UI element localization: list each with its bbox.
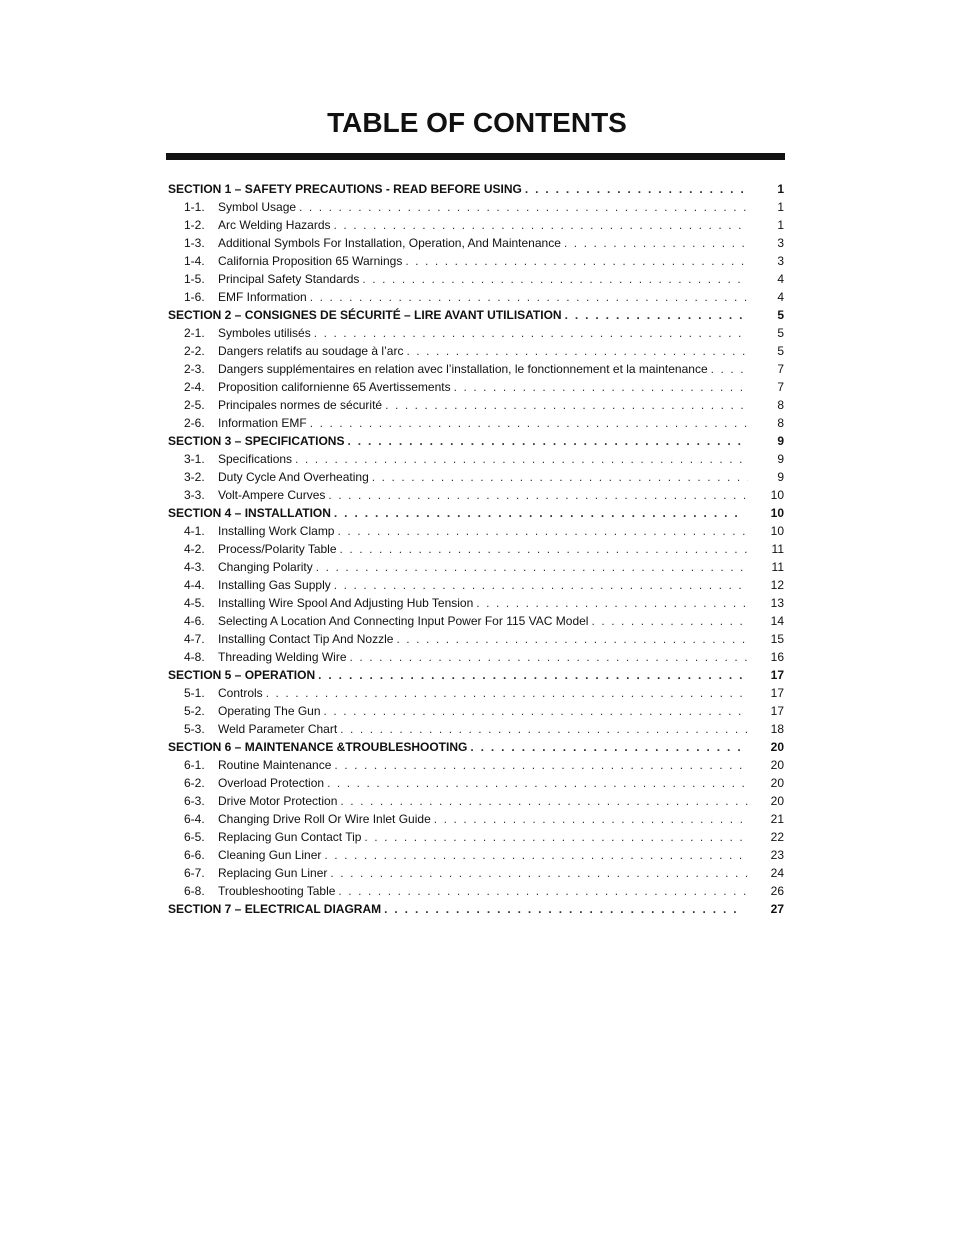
toc-page-number: 12 — [770, 578, 784, 592]
toc-page-number: 5 — [777, 344, 784, 358]
dot-leader — [470, 738, 744, 756]
toc-item-number: 2-2. — [184, 344, 205, 358]
dot-leader — [340, 792, 748, 810]
toc-item-number: 6-2. — [184, 776, 205, 790]
toc-item-title: Threading Welding Wire — [218, 650, 347, 664]
dot-leader — [711, 360, 748, 378]
toc-item-row[interactable] — [168, 576, 784, 594]
page-title: TABLE OF CONTENTS — [327, 107, 627, 138]
toc-section-title: SECTION 3 – SPECIFICATIONS — [168, 434, 345, 448]
toc-section-title: SECTION 6 – MAINTENANCE &TROUBLESHOOTING — [168, 740, 468, 754]
toc-item-title: Installing Wire Spool And Adjusting Hub Tension — [218, 596, 474, 610]
toc-item-number: 4-3. — [184, 560, 205, 574]
dot-leader — [334, 504, 744, 522]
toc-item-number: 1-1. — [184, 200, 205, 214]
toc-page-number: 7 — [777, 362, 784, 376]
dot-leader — [324, 846, 748, 864]
toc-section-row[interactable] — [168, 738, 784, 756]
toc-item-row[interactable] — [168, 270, 784, 288]
toc-item-row[interactable] — [168, 198, 784, 216]
toc-item-number: 4-7. — [184, 632, 205, 646]
dot-leader — [334, 756, 748, 774]
toc-item-number: 1-4. — [184, 254, 205, 268]
dot-leader — [347, 432, 744, 450]
dot-leader — [564, 234, 748, 252]
toc-item-title: Cleaning Gun Liner — [218, 848, 322, 862]
toc-item-row[interactable] — [168, 324, 784, 342]
toc-item-row[interactable] — [168, 288, 784, 306]
toc-item-number: 6-1. — [184, 758, 205, 772]
toc-page-number: 9 — [777, 434, 784, 448]
toc-item-number: 3-1. — [184, 452, 205, 466]
dot-leader — [334, 216, 749, 234]
dot-leader — [314, 324, 748, 342]
toc-item-number: 6-7. — [184, 866, 205, 880]
dot-leader — [364, 828, 748, 846]
toc-page-number: 9 — [777, 470, 784, 484]
toc-page-number: 3 — [777, 254, 784, 268]
toc-item-title: Volt-Ampere Curves — [218, 488, 326, 502]
table-of-contents — [168, 180, 784, 918]
toc-item-title: California Proposition 65 Warnings — [218, 254, 403, 268]
title-rule — [166, 153, 785, 160]
toc-item-title: Troubleshooting Table — [218, 884, 336, 898]
toc-page-number: 26 — [770, 884, 784, 898]
toc-page-number: 4 — [777, 290, 784, 304]
toc-page-number: 17 — [770, 668, 784, 682]
dot-leader — [316, 558, 748, 576]
toc-page-number: 15 — [770, 632, 784, 646]
toc-item-title: Proposition californienne 65 Avertissements — [218, 380, 451, 394]
toc-section-row[interactable] — [168, 504, 784, 522]
toc-page-number: 7 — [777, 380, 784, 394]
dot-leader — [405, 252, 748, 270]
dot-leader — [385, 396, 748, 414]
toc-item-title: Process/Polarity Table — [218, 542, 337, 556]
dot-leader — [318, 666, 744, 684]
toc-item-title: Replacing Gun Liner — [218, 866, 328, 880]
dot-leader — [476, 594, 748, 612]
toc-page-number: 10 — [770, 506, 784, 520]
toc-item-title: Duty Cycle And Overheating — [218, 470, 369, 484]
toc-item-title: Controls — [218, 686, 263, 700]
dot-leader — [324, 702, 748, 720]
dot-leader — [406, 342, 748, 360]
toc-item-number: 5-3. — [184, 722, 205, 736]
toc-page-number: 5 — [777, 326, 784, 340]
toc-item-number: 4-8. — [184, 650, 205, 664]
toc-item-row[interactable] — [168, 792, 784, 810]
toc-page-number: 9 — [777, 452, 784, 466]
toc-section-title: SECTION 4 – INSTALLATION — [168, 506, 331, 520]
toc-item-title: Principal Safety Standards — [218, 272, 360, 286]
toc-item-row[interactable] — [168, 522, 784, 540]
toc-item-row[interactable] — [168, 396, 784, 414]
toc-item-row[interactable] — [168, 774, 784, 792]
toc-section-row[interactable] — [168, 306, 784, 324]
toc-item-number: 1-5. — [184, 272, 205, 286]
dot-leader — [396, 630, 748, 648]
toc-item-number: 2-5. — [184, 398, 205, 412]
toc-page-number: 24 — [770, 866, 784, 880]
dot-leader — [340, 540, 749, 558]
toc-page-number: 10 — [770, 524, 784, 538]
toc-item-title: Changing Polarity — [218, 560, 313, 574]
toc-page-number: 11 — [771, 542, 784, 556]
toc-page-number: 17 — [770, 704, 784, 718]
toc-item-row[interactable] — [168, 720, 784, 738]
toc-item-row[interactable] — [168, 252, 784, 270]
toc-item-number: 6-6. — [184, 848, 205, 862]
toc-item-row[interactable] — [168, 846, 784, 864]
toc-item-number: 3-2. — [184, 470, 205, 484]
toc-page-number: 21 — [770, 812, 784, 826]
toc-page-number: 20 — [770, 776, 784, 790]
dot-leader — [372, 468, 748, 486]
dot-leader — [525, 180, 744, 198]
toc-item-number: 2-4. — [184, 380, 205, 394]
toc-page-number: 13 — [770, 596, 784, 610]
dot-leader — [299, 198, 748, 216]
toc-item-title: Installing Gas Supply — [218, 578, 331, 592]
toc-item-title: Changing Drive Roll Or Wire Inlet Guide — [218, 812, 431, 826]
dot-leader — [310, 288, 748, 306]
dot-leader — [266, 684, 748, 702]
toc-item-number: 6-3. — [184, 794, 205, 808]
toc-page-number: 17 — [770, 686, 784, 700]
toc-section-row[interactable] — [168, 666, 784, 684]
toc-item-row[interactable] — [168, 702, 784, 720]
toc-item-title: Installing Work Clamp — [218, 524, 335, 538]
toc-page-number: 20 — [770, 740, 784, 754]
toc-section-title: SECTION 7 – ELECTRICAL DIAGRAM — [168, 902, 382, 916]
toc-item-row[interactable] — [168, 684, 784, 702]
dot-leader — [338, 882, 748, 900]
toc-item-row[interactable] — [168, 810, 784, 828]
toc-item-number: 2-1. — [184, 326, 205, 340]
toc-item-row[interactable] — [168, 216, 784, 234]
toc-section-row[interactable] — [168, 900, 784, 918]
toc-item-row[interactable] — [168, 882, 784, 900]
toc-item-number: 6-8. — [184, 884, 205, 898]
toc-item-row[interactable] — [168, 414, 784, 432]
toc-page-number: 3 — [777, 236, 784, 250]
toc-item-number: 4-5. — [184, 596, 205, 610]
dot-leader — [350, 648, 748, 666]
toc-item-title: Dangers supplémentaires en relation avec l’installation, le fonctionnement et la maintenance — [218, 362, 708, 376]
toc-page-number: 8 — [777, 416, 784, 430]
toc-item-row[interactable] — [168, 540, 784, 558]
toc-item-title: Arc Welding Hazards — [218, 218, 331, 232]
dot-leader — [295, 450, 748, 468]
toc-item-row[interactable] — [168, 450, 784, 468]
toc-item-row[interactable] — [168, 648, 784, 666]
toc-section-title: SECTION 5 – OPERATION — [168, 668, 316, 682]
toc-item-title: Installing Contact Tip And Nozzle — [218, 632, 394, 646]
dot-leader — [454, 378, 748, 396]
toc-item-number: 5-1. — [184, 686, 205, 700]
toc-page-number: 8 — [777, 398, 784, 412]
toc-item-number: 2-6. — [184, 416, 205, 430]
toc-item-number: 4-4. — [184, 578, 205, 592]
toc-item-number: 3-3. — [184, 488, 205, 502]
toc-item-title: Principales normes de sécurité — [218, 398, 383, 412]
toc-item-title: Additional Symbols For Installation, Operation, And Maintenance — [218, 236, 561, 250]
toc-item-title: Specifications — [218, 452, 293, 466]
toc-section-title: SECTION 1 – SAFETY PRECAUTIONS - READ BEFORE USING — [168, 182, 522, 196]
dot-leader — [330, 864, 748, 882]
toc-item-title: Symboles utilisés — [218, 326, 311, 340]
toc-item-number: 6-5. — [184, 830, 205, 844]
toc-page-number: 27 — [770, 902, 784, 916]
dot-leader — [310, 414, 748, 432]
toc-item-title: Routine Maintenance — [218, 758, 332, 772]
toc-item-number: 6-4. — [184, 812, 205, 826]
dot-leader — [334, 576, 748, 594]
toc-section-row[interactable] — [168, 180, 784, 198]
toc-section-title: SECTION 2 – CONSIGNES DE SÉCURITÉ – LIRE AVANT UTILISATION — [168, 308, 562, 322]
toc-page-number: 5 — [777, 308, 784, 322]
toc-item-title: Information EMF — [218, 416, 307, 430]
toc-item-title: Drive Motor Protection — [218, 794, 338, 808]
toc-page-number: 23 — [770, 848, 784, 862]
dot-leader — [337, 522, 748, 540]
toc-item-row[interactable] — [168, 342, 784, 360]
toc-item-row[interactable] — [168, 612, 784, 630]
toc-item-row[interactable] — [168, 594, 784, 612]
toc-page-number: 16 — [770, 650, 784, 664]
toc-item-title: Replacing Gun Contact Tip — [218, 830, 362, 844]
toc-page-number: 22 — [770, 830, 784, 844]
toc-page-number: 20 — [770, 758, 784, 772]
toc-page-number: 20 — [770, 794, 784, 808]
toc-item-row[interactable] — [168, 486, 784, 504]
toc-page-number: 1 — [777, 182, 784, 196]
toc-item-title: Overload Protection — [218, 776, 325, 790]
toc-item-title: Weld Parameter Chart — [218, 722, 338, 736]
toc-item-number: 1-2. — [184, 218, 205, 232]
dot-leader — [327, 774, 748, 792]
toc-item-title: Selecting A Location And Connecting Input Power For 115 VAC Model — [218, 614, 589, 628]
toc-item-row[interactable] — [168, 630, 784, 648]
dot-leader — [565, 306, 744, 324]
dot-leader — [591, 612, 748, 630]
toc-item-row[interactable] — [168, 378, 784, 396]
toc-page-number: 11 — [771, 560, 784, 574]
toc-section-row[interactable] — [168, 432, 784, 450]
toc-page-number: 18 — [770, 722, 784, 736]
toc-item-row[interactable] — [168, 864, 784, 882]
toc-item-number: 1-6. — [184, 290, 205, 304]
toc-item-title: Dangers relatifs au soudage à l’arc — [218, 344, 404, 358]
dot-leader — [434, 810, 748, 828]
toc-item-number: 4-6. — [184, 614, 205, 628]
toc-item-row[interactable] — [168, 360, 784, 378]
toc-item-row[interactable] — [168, 234, 784, 252]
toc-item-number: 1-3. — [184, 236, 205, 250]
dot-leader — [362, 270, 748, 288]
dot-leader — [384, 900, 744, 918]
toc-page-number: 1 — [777, 200, 784, 214]
toc-item-title: Symbol Usage — [218, 200, 297, 214]
toc-page-number: 10 — [770, 488, 784, 502]
toc-page-number: 14 — [770, 614, 784, 628]
toc-item-title: Operating The Gun — [218, 704, 321, 718]
dot-leader — [340, 720, 748, 738]
toc-item-number: 2-3. — [184, 362, 205, 376]
toc-page-number: 4 — [777, 272, 784, 286]
toc-item-row[interactable] — [168, 828, 784, 846]
toc-item-number: 5-2. — [184, 704, 205, 718]
dot-leader — [328, 486, 748, 504]
toc-item-row[interactable] — [168, 558, 784, 576]
toc-item-number: 4-2. — [184, 542, 205, 556]
toc-item-title: EMF Information — [218, 290, 307, 304]
toc-page-number: 1 — [777, 218, 784, 232]
toc-item-row[interactable] — [168, 756, 784, 774]
toc-item-row[interactable] — [168, 468, 784, 486]
toc-item-number: 4-1. — [184, 524, 205, 538]
